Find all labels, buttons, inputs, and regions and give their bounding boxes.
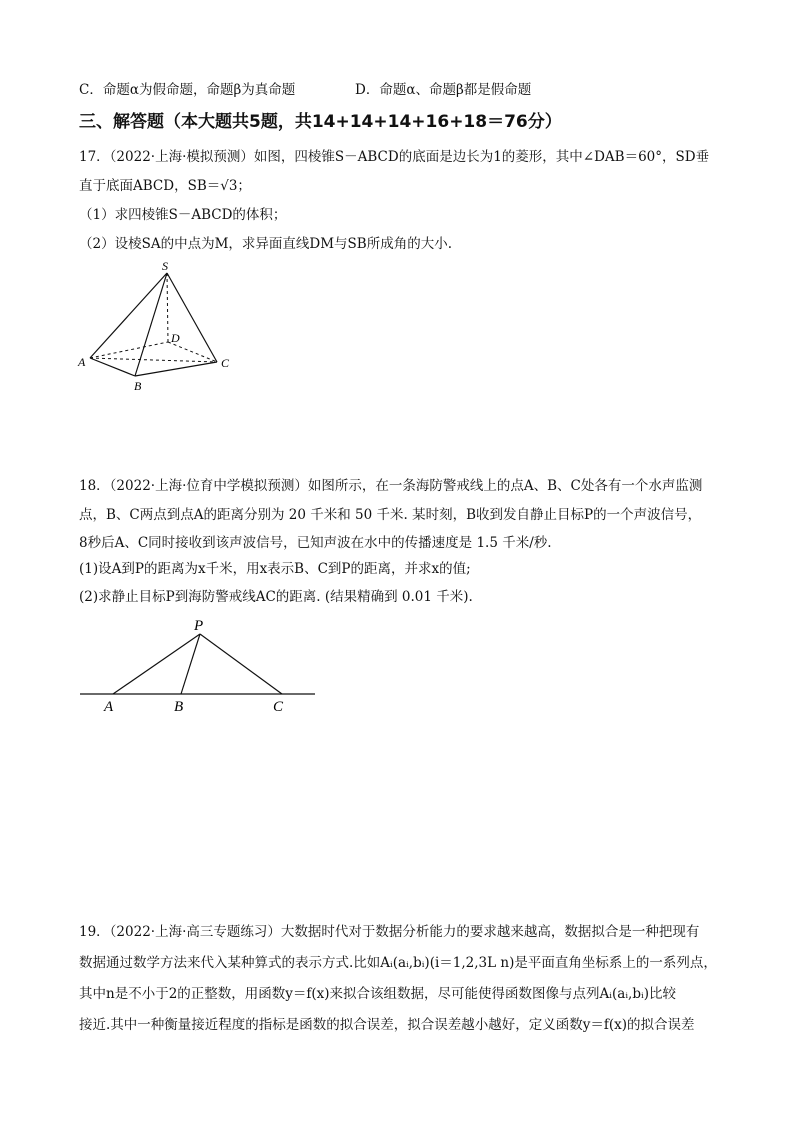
q17-line2: 直于底面ABCD，SB＝√3； [79,178,251,194]
q19-line4: 接近.其中一种衡量接近程度的指标是函数的拟合误差，拟合误差越小越好，定义函数y＝f(x)的拟合误差 [79,1017,695,1033]
point-label-c: C [273,699,284,715]
option-c: C．命题α为假命题，命题β为真命题 [79,82,296,98]
q17-part1: （1）求四棱锥S－ABCD的体积； [79,207,287,223]
triangle-figure [75,610,325,720]
q17-line1: 17．（2022·上海·模拟预测）如图，四棱锥S－ABCD的底面是边长为1的菱形，其中∠DAB＝60°，SD垂 [79,149,710,165]
point-label-p: P [194,618,204,634]
vertex-label-b: B [134,379,142,393]
q19-line1: 19．（2022·上海·高三专题练习）大数据时代对于数据分析能力的要求越来越高，数据拟合是一种把现有 [79,924,700,940]
q19-line3: 其中n是不小于2的正整数，用函数y＝f(x)来拟合该组数据，尽可能使得函数图像与点列Aᵢ(aᵢ,bᵢ)比较 [79,986,676,1002]
point-label-a: A [104,699,114,715]
vertex-label-s: S [162,259,168,273]
q18-part1: (1)设A到P的距离为x千米，用x表示B、C到P的距离，并求x的值; [79,561,471,577]
q19-line2: 数据通过数学方法来代入某种算式的表示方式.比如Aᵢ(aᵢ,bᵢ)(i＝1,2,3L n)是平面直角坐标系上的一系列点， [79,955,717,971]
q18-line2: 点，B、C两点到点A的距离分别为 20 千米和 50 千米. 某时刻，B收到发自静止目标P的一个声波信号， [79,507,702,523]
vertex-label-c: C [221,356,230,370]
q17-part2: （2）设棱SA的中点为M，求异面直线DM与SB所成角的大小. [79,236,453,252]
vertex-label-a: A [78,355,86,369]
q18-line1: 18．（2022·上海·位育中学模拟预测）如图所示，在一条海防警戒线上的点A、B、C处各有一个水声监测 [79,478,703,494]
section-heading: 三、解答题（本大题共5题，共14+14+14+16+18＝76分） [79,112,562,132]
q18-line3: 8秒后A、C同时接收到该声波信号，已知声波在水中的传播速度是 1.5 千米/秒. [79,535,552,551]
q18-part2: (2)求静止目标P到海防警戒线AC的距离. (结果精确到 0.01 千米). [79,589,473,605]
option-d: D．命题α、命题β都是假命题 [355,82,532,98]
point-label-b: B [174,699,184,715]
pyramid-figure [70,258,250,398]
vertex-label-d: D [171,331,180,345]
